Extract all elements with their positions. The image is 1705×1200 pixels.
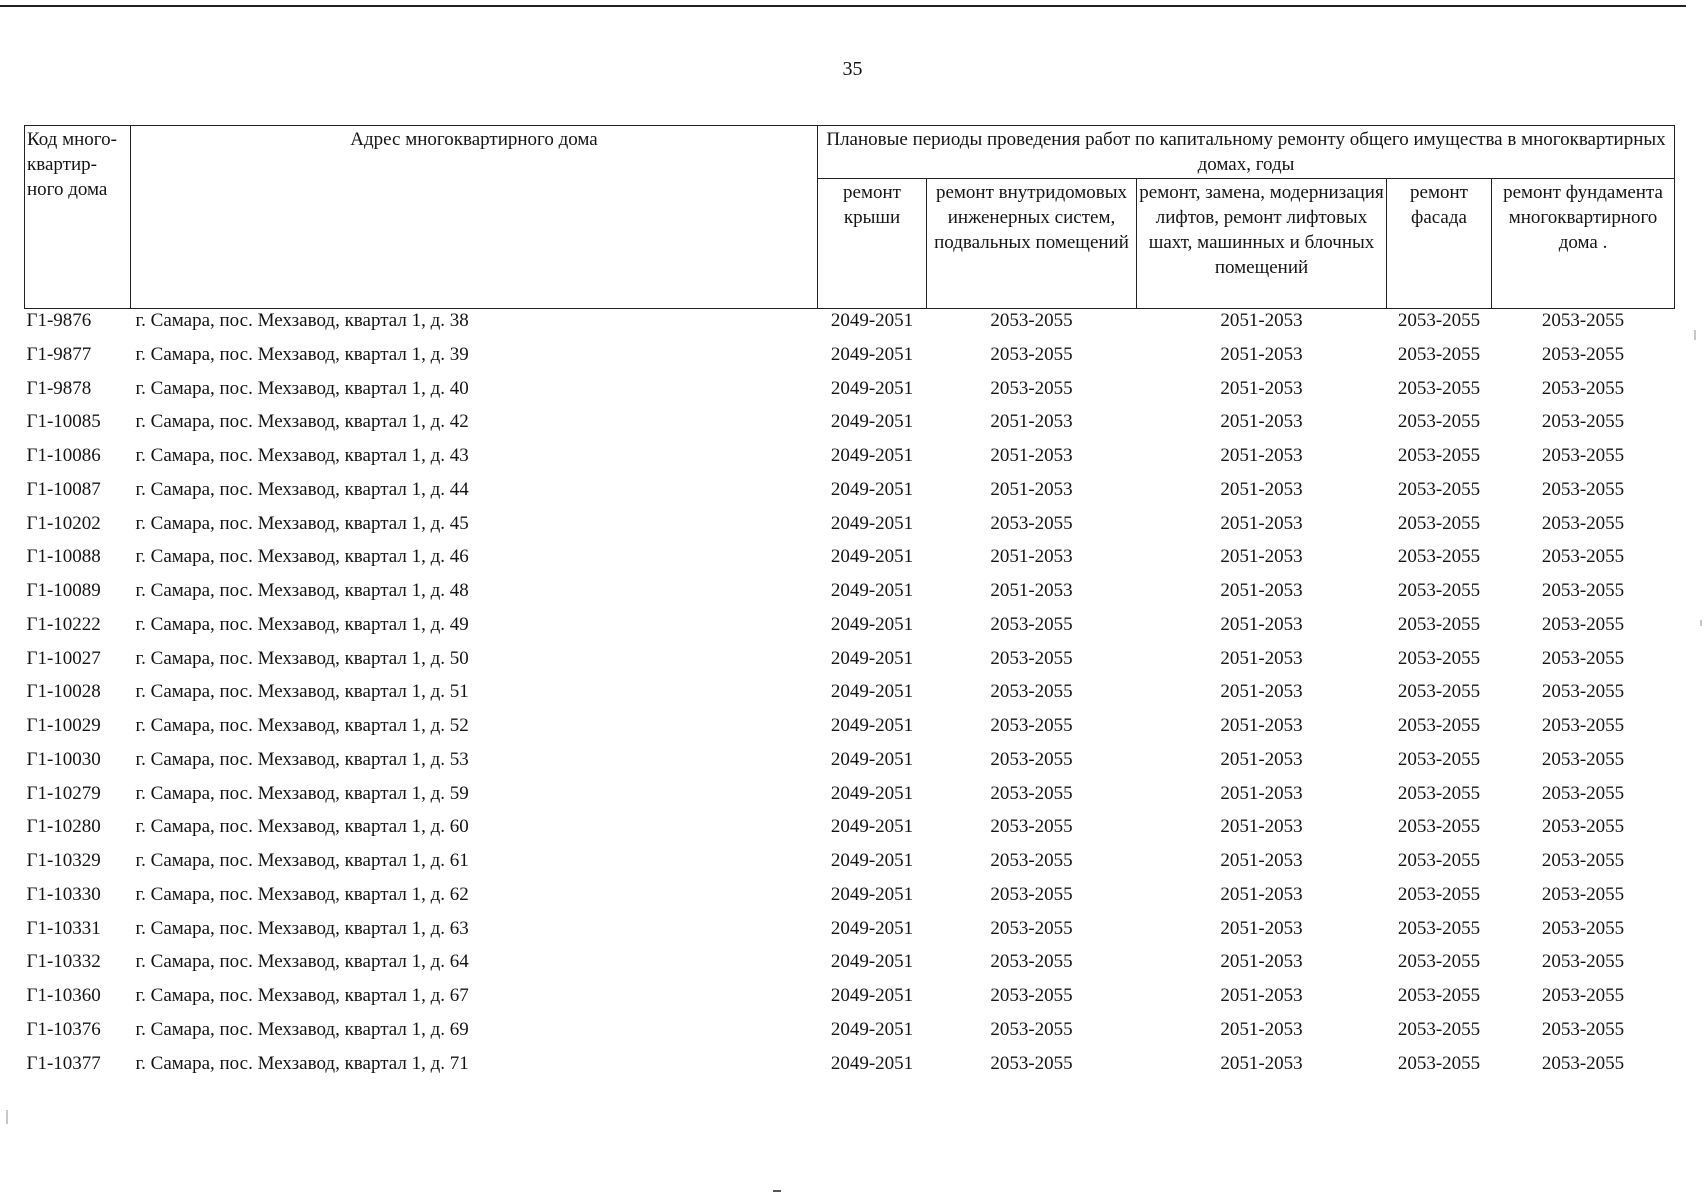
cell-foundation: 2053-2055 <box>1541 816 1625 838</box>
cell-systems: 2051-2053 <box>990 546 1073 568</box>
cell-lifts: 2051-2053 <box>1220 377 1303 399</box>
cell-foundation: 2053-2055 <box>1541 580 1625 601</box>
cell-foundation: 2053-2055 <box>1541 411 1625 433</box>
cell-code: Г1-10331 <box>26 917 101 939</box>
cell-lifts: 2051-2053 <box>1220 512 1303 534</box>
cell-lifts: 2051-2053 <box>1220 411 1303 433</box>
cell-code: Г1-9876 <box>26 310 92 331</box>
cell-code: Г1-9878 <box>26 377 92 399</box>
header-facade: ремонт фасада <box>1387 179 1492 309</box>
header-planned-periods: Плановые периоды проведения работ по капитальному ремонту общего имущества в многоквартирных домах, годы <box>818 126 1675 179</box>
cell-address: г. Самара, пос. Мехзавод, квартал 1, д. 46 <box>135 546 469 568</box>
cell-systems: 2053-2055 <box>990 343 1073 365</box>
cell-address: г. Самара, пос. Мехзавод, квартал 1, д. 39 <box>135 343 469 365</box>
cell-code: Г1-10088 <box>26 546 101 568</box>
cell-address: г. Самара, пос. Мехзавод, квартал 1, д. 60 <box>135 816 469 838</box>
header-systems: ремонт внутридомовых инженерных систем, подвальных помещений <box>927 179 1137 309</box>
table-row <box>25 950 1675 984</box>
cell-facade: 2053-2055 <box>1397 580 1481 601</box>
cell-lifts: 2051-2053 <box>1220 816 1303 838</box>
cell-address: г. Самара, пос. Мехзавод, квартал 1, д. 69 <box>135 1018 469 1040</box>
cell-code: Г1-10027 <box>26 647 101 669</box>
cell-foundation: 2053-2055 <box>1541 850 1625 871</box>
table-header <box>25 126 1675 309</box>
cell-address: г. Самара, пос. Мехзавод, квартал 1, д. 53 <box>135 748 469 770</box>
cell-code: Г1-10085 <box>26 411 101 433</box>
cell-facade: 2053-2055 <box>1397 1018 1481 1040</box>
cell-roof: 2049-2051 <box>830 411 914 433</box>
cell-address: г. Самара, пос. Мехзавод, квартал 1, д. 64 <box>135 951 469 973</box>
cell-roof: 2049-2051 <box>830 681 914 703</box>
table-row <box>25 748 1675 782</box>
cell-systems: 2053-2055 <box>990 377 1073 399</box>
cell-lifts: 2051-2053 <box>1220 681 1303 703</box>
cell-address: г. Самара, пос. Мехзавод, квартал 1, д. 62 <box>135 883 469 905</box>
table-row <box>25 309 1675 343</box>
cell-address: г. Самара, пос. Мехзавод, квартал 1, д. 40 <box>135 377 469 399</box>
table-row <box>25 849 1675 883</box>
cell-roof: 2049-2051 <box>830 1052 914 1074</box>
header-roof: ремонт крыши <box>818 179 927 309</box>
cell-code: Г1-9877 <box>26 343 92 365</box>
table-row <box>25 680 1675 714</box>
cell-facade: 2053-2055 <box>1397 647 1481 669</box>
cell-foundation: 2053-2055 <box>1541 715 1625 736</box>
cell-facade: 2053-2055 <box>1397 715 1481 736</box>
cell-facade: 2053-2055 <box>1397 816 1481 838</box>
table-row <box>25 782 1675 816</box>
table-row <box>25 647 1675 681</box>
cell-roof: 2049-2051 <box>830 310 914 331</box>
cell-roof: 2049-2051 <box>830 1018 914 1040</box>
cell-roof: 2049-2051 <box>830 546 914 568</box>
cell-systems: 2051-2053 <box>990 580 1073 601</box>
cell-code: Г1-10028 <box>26 681 101 703</box>
cell-facade: 2053-2055 <box>1397 613 1481 635</box>
cell-systems: 2053-2055 <box>990 883 1073 905</box>
cell-code: Г1-10377 <box>26 1052 101 1074</box>
cell-foundation: 2053-2055 <box>1541 445 1625 466</box>
cell-foundation: 2053-2055 <box>1541 343 1625 365</box>
cell-systems: 2053-2055 <box>990 647 1073 669</box>
cell-facade: 2053-2055 <box>1397 681 1481 703</box>
cell-roof: 2049-2051 <box>830 647 914 669</box>
cell-code: Г1-10086 <box>26 445 101 466</box>
cell-roof: 2049-2051 <box>830 445 914 466</box>
table-row <box>25 579 1675 613</box>
cell-systems: 2053-2055 <box>990 715 1073 736</box>
cell-address: г. Самара, пос. Мехзавод, квартал 1, д. 50 <box>135 647 469 669</box>
cell-facade: 2053-2055 <box>1397 445 1481 466</box>
cell-facade: 2053-2055 <box>1397 748 1481 770</box>
cell-foundation: 2053-2055 <box>1541 985 1625 1006</box>
header-lifts: ремонт, замена, модернизация лифтов, ремонт лифтовых шахт, машинных и блочных помещений <box>1137 179 1387 309</box>
header-foundation: ремонт фундамента многоквартирного дома . <box>1492 179 1675 309</box>
header-code: Код много-квартир-ного дома <box>25 126 131 309</box>
cell-lifts: 2051-2053 <box>1220 985 1303 1006</box>
cell-foundation: 2053-2055 <box>1541 613 1625 635</box>
cell-foundation: 2053-2055 <box>1541 782 1625 804</box>
cell-facade: 2053-2055 <box>1397 917 1481 939</box>
cell-roof: 2049-2051 <box>830 782 914 804</box>
top-rule <box>0 5 1686 7</box>
cell-foundation: 2053-2055 <box>1541 512 1625 534</box>
table-row <box>25 512 1675 546</box>
cell-address: г. Самара, пос. Мехзавод, квартал 1, д. 49 <box>135 613 469 635</box>
cell-facade: 2053-2055 <box>1397 478 1481 500</box>
cell-lifts: 2051-2053 <box>1220 546 1303 568</box>
table-row <box>25 815 1675 849</box>
cell-lifts: 2051-2053 <box>1220 951 1303 973</box>
cell-systems: 2053-2055 <box>990 951 1073 973</box>
cell-lifts: 2051-2053 <box>1220 883 1303 905</box>
cell-address: г. Самара, пос. Мехзавод, квартал 1, д. 61 <box>135 850 469 871</box>
table-row <box>25 984 1675 1018</box>
cell-systems: 2053-2055 <box>990 310 1073 331</box>
cell-roof: 2049-2051 <box>830 512 914 534</box>
table-row <box>25 545 1675 579</box>
page-number: 35 <box>842 58 863 80</box>
cell-systems: 2053-2055 <box>990 782 1073 804</box>
cell-systems: 2053-2055 <box>990 816 1073 838</box>
cell-roof: 2049-2051 <box>830 816 914 838</box>
table-row <box>25 1018 1675 1052</box>
cell-roof: 2049-2051 <box>830 478 914 500</box>
cell-lifts: 2051-2053 <box>1220 310 1303 331</box>
cell-roof: 2049-2051 <box>830 377 914 399</box>
cell-foundation: 2053-2055 <box>1541 478 1625 500</box>
cell-address: г. Самара, пос. Мехзавод, квартал 1, д. 59 <box>135 782 469 804</box>
cell-foundation: 2053-2055 <box>1541 377 1625 399</box>
cell-lifts: 2051-2053 <box>1220 580 1303 601</box>
cell-code: Г1-10029 <box>26 715 101 736</box>
cell-address: г. Самара, пос. Мехзавод, квартал 1, д. 52 <box>135 715 469 736</box>
cell-code: Г1-10089 <box>26 580 101 601</box>
cell-facade: 2053-2055 <box>1397 512 1481 534</box>
cell-facade: 2053-2055 <box>1397 883 1481 905</box>
cell-lifts: 2051-2053 <box>1220 748 1303 770</box>
cell-foundation: 2053-2055 <box>1541 1018 1625 1040</box>
table-row <box>25 613 1675 647</box>
cell-lifts: 2051-2053 <box>1220 715 1303 736</box>
cell-foundation: 2053-2055 <box>1541 1052 1625 1074</box>
cell-address: г. Самара, пос. Мехзавод, квартал 1, д. 51 <box>135 681 469 703</box>
cell-facade: 2053-2055 <box>1397 850 1481 871</box>
cell-facade: 2053-2055 <box>1397 411 1481 433</box>
cell-facade: 2053-2055 <box>1397 546 1481 568</box>
cell-address: г. Самара, пос. Мехзавод, квартал 1, д. 38 <box>135 310 469 331</box>
table-row <box>25 883 1675 917</box>
cell-code: Г1-10360 <box>26 985 101 1006</box>
cell-address: г. Самара, пос. Мехзавод, квартал 1, д. 43 <box>135 445 469 466</box>
cell-systems: 2053-2055 <box>990 850 1073 871</box>
cell-foundation: 2053-2055 <box>1541 310 1625 331</box>
table-row <box>25 377 1675 411</box>
cell-code: Г1-10280 <box>26 816 101 838</box>
cell-address: г. Самара, пос. Мехзавод, квартал 1, д. 48 <box>135 580 469 601</box>
table-row <box>25 1052 1675 1086</box>
cell-facade: 2053-2055 <box>1397 985 1481 1006</box>
table-row <box>25 917 1675 951</box>
cell-code: Г1-10329 <box>26 850 101 871</box>
table-row <box>25 410 1675 444</box>
scan-speck <box>6 1110 8 1124</box>
cell-code: Г1-10202 <box>26 512 101 534</box>
cell-roof: 2049-2051 <box>830 850 914 871</box>
cell-code: Г1-10376 <box>26 1018 101 1040</box>
cell-systems: 2051-2053 <box>990 445 1073 466</box>
table-body <box>25 309 1675 1086</box>
cell-lifts: 2051-2053 <box>1220 647 1303 669</box>
cell-systems: 2053-2055 <box>990 917 1073 939</box>
cell-lifts: 2051-2053 <box>1220 917 1303 939</box>
cell-roof: 2049-2051 <box>830 580 914 601</box>
cell-roof: 2049-2051 <box>830 917 914 939</box>
cell-foundation: 2053-2055 <box>1541 748 1625 770</box>
cell-lifts: 2051-2053 <box>1220 613 1303 635</box>
cell-lifts: 2051-2053 <box>1220 478 1303 500</box>
cell-facade: 2053-2055 <box>1397 1052 1481 1074</box>
table-row <box>25 444 1675 478</box>
cell-foundation: 2053-2055 <box>1541 647 1625 669</box>
cell-lifts: 2051-2053 <box>1220 1052 1303 1074</box>
header-address: Адрес многоквартирного дома <box>131 126 818 309</box>
cell-code: Г1-10222 <box>26 613 101 635</box>
cell-code: Г1-10279 <box>26 782 101 804</box>
cell-foundation: 2053-2055 <box>1541 546 1625 568</box>
scan-dash <box>773 1190 781 1192</box>
cell-lifts: 2051-2053 <box>1220 343 1303 365</box>
cell-roof: 2049-2051 <box>830 715 914 736</box>
cell-systems: 2053-2055 <box>990 748 1073 770</box>
cell-code: Г1-10030 <box>26 748 101 770</box>
cell-systems: 2053-2055 <box>990 1018 1073 1040</box>
repair-schedule-table <box>24 125 1675 1085</box>
table-row <box>25 714 1675 748</box>
cell-address: г. Самара, пос. Мехзавод, квартал 1, д. 71 <box>135 1052 469 1074</box>
cell-systems: 2053-2055 <box>990 1052 1073 1074</box>
cell-facade: 2053-2055 <box>1397 377 1481 399</box>
cell-lifts: 2051-2053 <box>1220 445 1303 466</box>
cell-roof: 2049-2051 <box>830 613 914 635</box>
cell-roof: 2049-2051 <box>830 343 914 365</box>
cell-foundation: 2053-2055 <box>1541 917 1625 939</box>
cell-systems: 2053-2055 <box>990 681 1073 703</box>
cell-facade: 2053-2055 <box>1397 343 1481 365</box>
cell-address: г. Самара, пос. Мехзавод, квартал 1, д. 44 <box>135 478 469 500</box>
cell-foundation: 2053-2055 <box>1541 951 1625 973</box>
cell-address: г. Самара, пос. Мехзавод, квартал 1, д. 45 <box>135 512 469 534</box>
cell-roof: 2049-2051 <box>830 883 914 905</box>
cell-roof: 2049-2051 <box>830 748 914 770</box>
cell-roof: 2049-2051 <box>830 985 914 1006</box>
scan-speck <box>1694 330 1696 340</box>
cell-code: Г1-10332 <box>26 951 101 973</box>
scan-speck <box>1700 620 1702 626</box>
cell-lifts: 2051-2053 <box>1220 782 1303 804</box>
cell-systems: 2053-2055 <box>990 985 1073 1006</box>
cell-code: Г1-10087 <box>26 478 101 500</box>
cell-facade: 2053-2055 <box>1397 951 1481 973</box>
cell-systems: 2053-2055 <box>990 512 1073 534</box>
cell-facade: 2053-2055 <box>1397 310 1481 331</box>
table-row <box>25 478 1675 512</box>
cell-lifts: 2051-2053 <box>1220 850 1303 871</box>
cell-foundation: 2053-2055 <box>1541 883 1625 905</box>
cell-address: г. Самара, пос. Мехзавод, квартал 1, д. 67 <box>135 985 469 1006</box>
table-row <box>25 343 1675 377</box>
cell-lifts: 2051-2053 <box>1220 1018 1303 1040</box>
cell-systems: 2053-2055 <box>990 613 1073 635</box>
cell-roof: 2049-2051 <box>830 951 914 973</box>
cell-foundation: 2053-2055 <box>1541 681 1625 703</box>
cell-facade: 2053-2055 <box>1397 782 1481 804</box>
cell-address: г. Самара, пос. Мехзавод, квартал 1, д. 42 <box>135 411 469 433</box>
cell-code: Г1-10330 <box>26 883 101 905</box>
cell-address: г. Самара, пос. Мехзавод, квартал 1, д. 63 <box>135 917 469 939</box>
cell-systems: 2051-2053 <box>990 411 1073 433</box>
cell-systems: 2051-2053 <box>990 478 1073 500</box>
